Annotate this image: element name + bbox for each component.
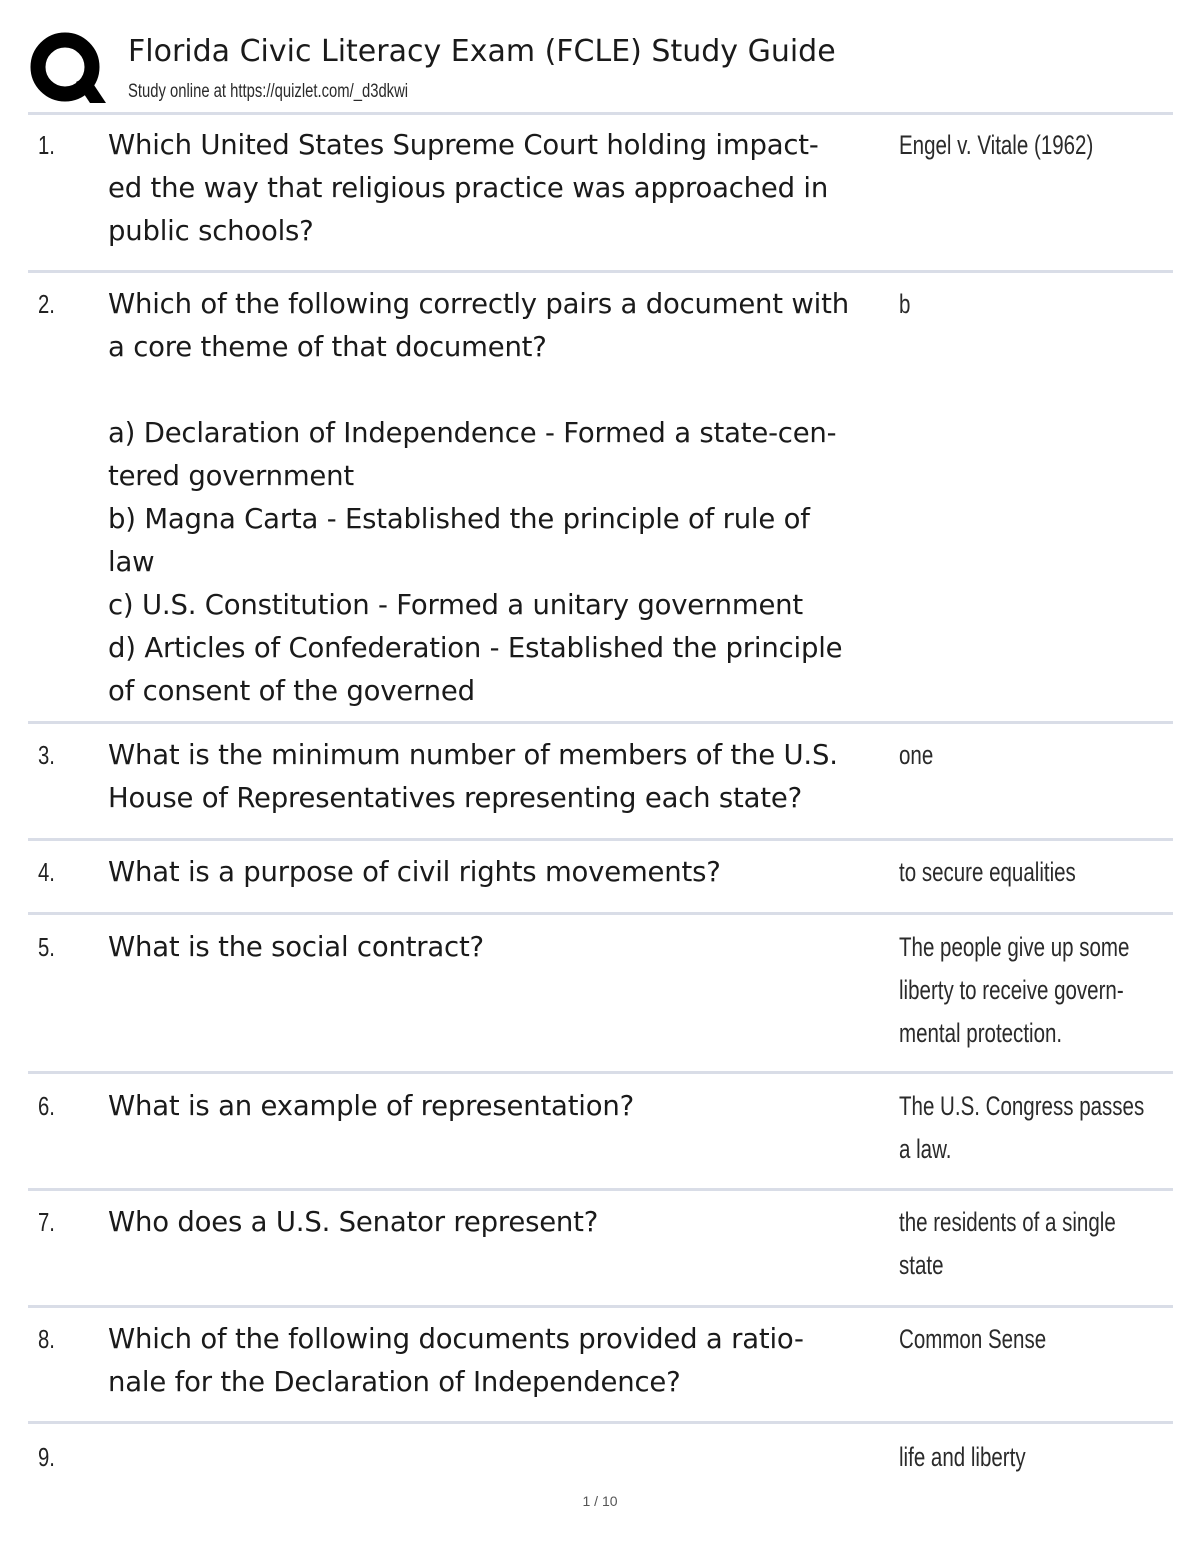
card-question: What is the social contract? <box>108 931 484 963</box>
card-answer: life and liberty <box>899 1442 1026 1472</box>
card-answer: to secure equalities <box>899 857 1076 887</box>
page-title: Florida Civic Literacy Exam (FCLE) Study Guide <box>128 34 836 69</box>
page-header <box>30 28 1172 112</box>
divider <box>28 112 1173 115</box>
card-question: Which of the following documents provided a ratio- nale for the Declaration of Independence? <box>108 1323 804 1398</box>
quizlet-logo-icon <box>30 30 106 106</box>
card-number: 8. <box>38 1324 55 1354</box>
card-question: What is a purpose of civil rights movements? <box>108 856 721 888</box>
card-number: 4. <box>38 857 55 887</box>
card-answer: Common Sense <box>899 1324 1047 1354</box>
divider <box>28 1305 1173 1308</box>
divider <box>28 270 1173 273</box>
card-number: 3. <box>38 740 55 770</box>
card-answer: one <box>899 740 934 770</box>
card-question: Who does a U.S. Senator represent? <box>108 1206 599 1238</box>
card-question: What is the minimum number of members of the U.S. House of Representatives representing each state? <box>108 739 838 814</box>
card-question: Which United States Supreme Court holding impact- ed the way that religious practice was approached in public schools? <box>108 129 829 247</box>
card-answer: The people give up some liberty to receive govern- mental protection. <box>899 932 1130 1048</box>
divider <box>28 1188 1173 1191</box>
divider <box>28 1071 1173 1074</box>
card-number: 9. <box>38 1442 55 1472</box>
card-answer: Engel v. Vitale (1962) <box>899 130 1094 160</box>
card-answer: The U.S. Congress passes a law. <box>899 1091 1145 1164</box>
card-number: 7. <box>38 1207 55 1237</box>
page-number: 1 / 10 <box>582 1493 618 1509</box>
card-number: 5. <box>38 932 55 962</box>
divider <box>28 838 1173 841</box>
card-question: What is an example of representation? <box>108 1090 634 1122</box>
card-answer: b <box>899 289 911 319</box>
card-question: Which of the following correctly pairs a document with a core theme of that document? a) Declaration of Independence - Formed a state-cen- tered government b) Magna Carta - Established the principle of rule of law c) U.S. Constitution - Formed a unitary government d) Articles of Confederation - Established the principle of consent of the governed <box>108 288 849 707</box>
divider <box>28 1421 1173 1424</box>
card-number: 6. <box>38 1091 55 1121</box>
card-number: 2. <box>38 289 55 319</box>
card-answer: the residents of a single state <box>899 1207 1116 1280</box>
study-online-link[interactable]: Study online at https://quizlet.com/_d3dkwi <box>128 81 409 102</box>
divider <box>28 721 1173 724</box>
divider <box>28 912 1173 915</box>
card-number: 1. <box>38 130 55 160</box>
